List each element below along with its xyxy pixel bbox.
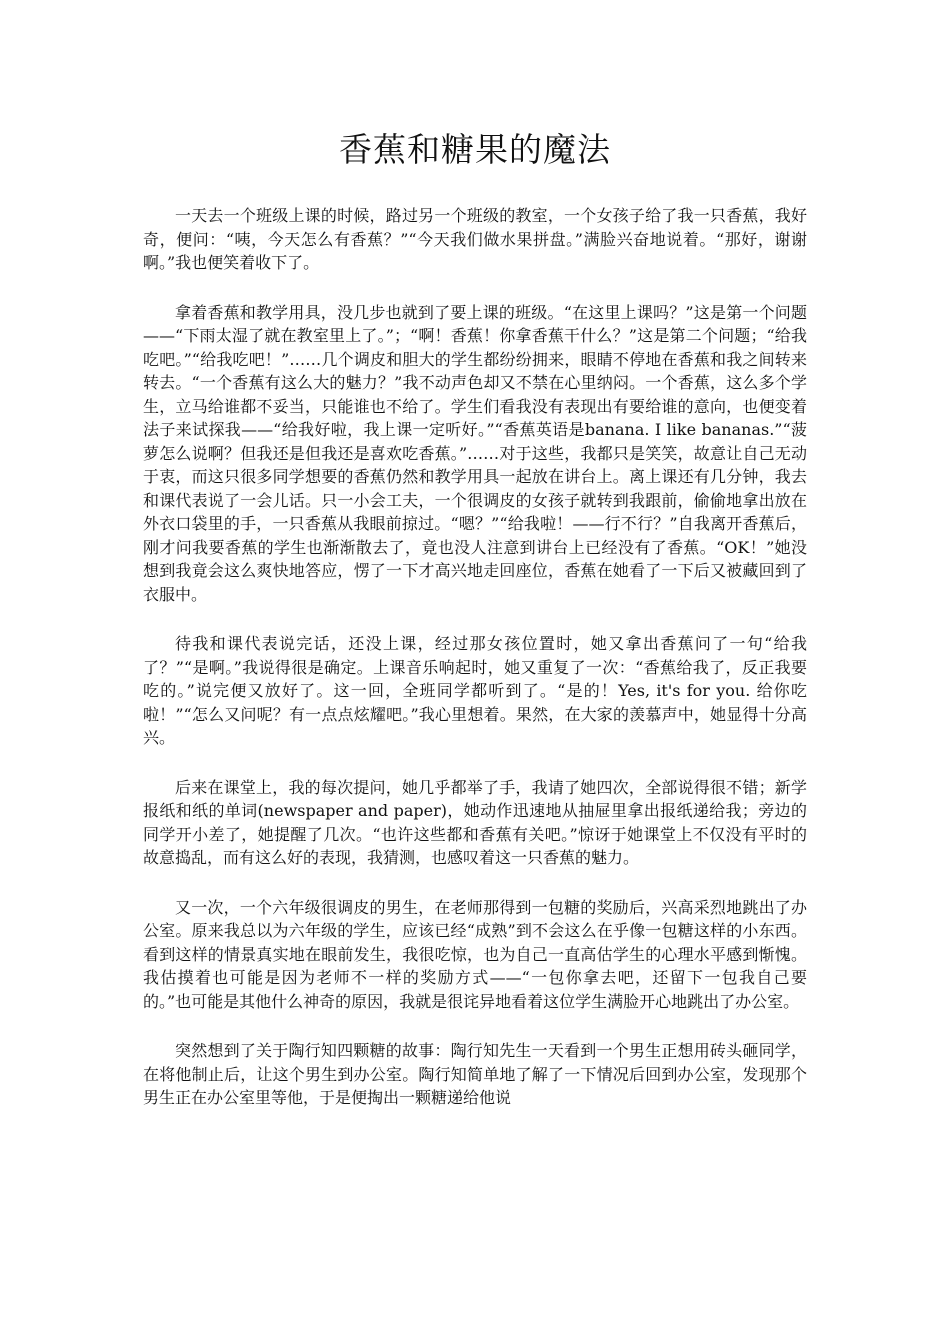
paragraph-6: 突然想到了关于陶行知四颗糖的故事：陶行知先生一天看到一个男生正想用砖头砸同学，在将他制止后，让这个男生到办公室。陶行知简单地了解了一下情况后回到办公室，发现那个男生正在办公室里等他，于是便掏出一颗糖递给他说 <box>143 1041 807 1107</box>
paragraph-3: 待我和课代表说完话，还没上课，经过那女孩位置时，她又拿出香蕉问了一句“给我了？”“是啊。”我说得很是确定。上课音乐响起时，她又重复了一次：“香蕉给我了，反正我要吃的。”说完便又放好了。这一回，全班同学都听到了。“是的！Yes, it's for you. 给你吃啦！”“怎么又问呢？有一点点炫耀吧。”我心里想着。果然，在大家的羡慕声中，她显得十分高兴。 <box>143 634 807 747</box>
paragraph-5: 又一次，一个六年级很调皮的男生，在老师那得到一包糖的奖励后，兴高采烈地跳出了办公室。原来我总以为六年级的学生，应该已经“成熟”到不会这么在乎像一包糖这样的小东西。看到这样的情景真实地在眼前发生，我很吃惊，也为自己一直高估学生的心理水平感到惭愧。我估摸着也可能是因为老师不一样的奖励方式——“一包你拿去吧，还留下一包我自己要的。”也可能是其他什么神奇的原因，我就是很诧异地看着这位学生满脸开心地跳出了办公室。 <box>143 897 807 1011</box>
paragraph-2: 拿着香蕉和教学用具，没几步也就到了要上课的班级。“在这里上课吗？”这是第一个问题——“下雨太湿了就在教室里上了。”；“啊！香蕉！你拿香蕉干什么？”这是第二个问题；“给我吃吧。”“给我吃吧！”……几个调皮和胆大的学生都纷纷拥来，眼睛不停地在香蕉和我之间转来转去。“一个香蕉有这么大的魅力？”我不动声色却又不禁在心里纳闷。一个香蕉，这么多个学生，立马给谁都不妥当，只能谁也不给了。学生们看我没有表现出有要给谁的意向，也便变着法子来试探我——“给我好啦，我上课一定听好。”“香蕉英语是banana. I like bananas.”“菠萝怎么说啊？但我还是但我还是喜欢吃香蕉。”……对于这些，我都只是笑笑，故意让自己无动于衷，而这只很多同学想要的香蕉仍然和教学用具一起放在讲台上。离上课还有几分钟，我去和课代表说了一会儿话。只一小会工夫，一个很调皮的女孩子就转到我跟前，偷偷地拿出放在外衣口袋里的手，一只香蕉从我眼前掠过。“嗯？”“给我啦！——行不行？”自我离开香蕉后，刚才问我要香蕉的学生也渐渐散去了，竟也没人注意到讲台上已经没有了香蕉。“OK！”她没想到我竟会这么爽快地答应，愣了一下才高兴地走回座位，香蕉在她看了一下后又被藏回到了衣服中。 <box>143 302 807 604</box>
document-page <box>143 126 807 1136</box>
paragraph-4: 后来在课堂上，我的每次提问，她几乎都举了手，我请了她四次，全部说得很不错；新学报纸和纸的单词(newspaper and paper)，她动作迅速地从抽屉里拿出报纸递给我；旁边的同学开小差了，她提醒了几次。“也许这些都和香蕉有关吧。”惊讶于她课堂上不仅没有平时的故意捣乱，而有这么好的表现，我猜测，也感叹着这一只香蕉的魅力。 <box>143 777 807 867</box>
document-title: 香蕉和糖果的魔法 <box>339 130 611 169</box>
paragraph-1: 一天去一个班级上课的时候，路过另一个班级的教室，一个女孩子给了我一只香蕉，我好奇，便问：“咦，今天怎么有香蕉？”“今天我们做水果拼盘。”满脸兴奋地说着。“那好，谢谢啊。”我也便笑着收下了。 <box>143 206 807 272</box>
